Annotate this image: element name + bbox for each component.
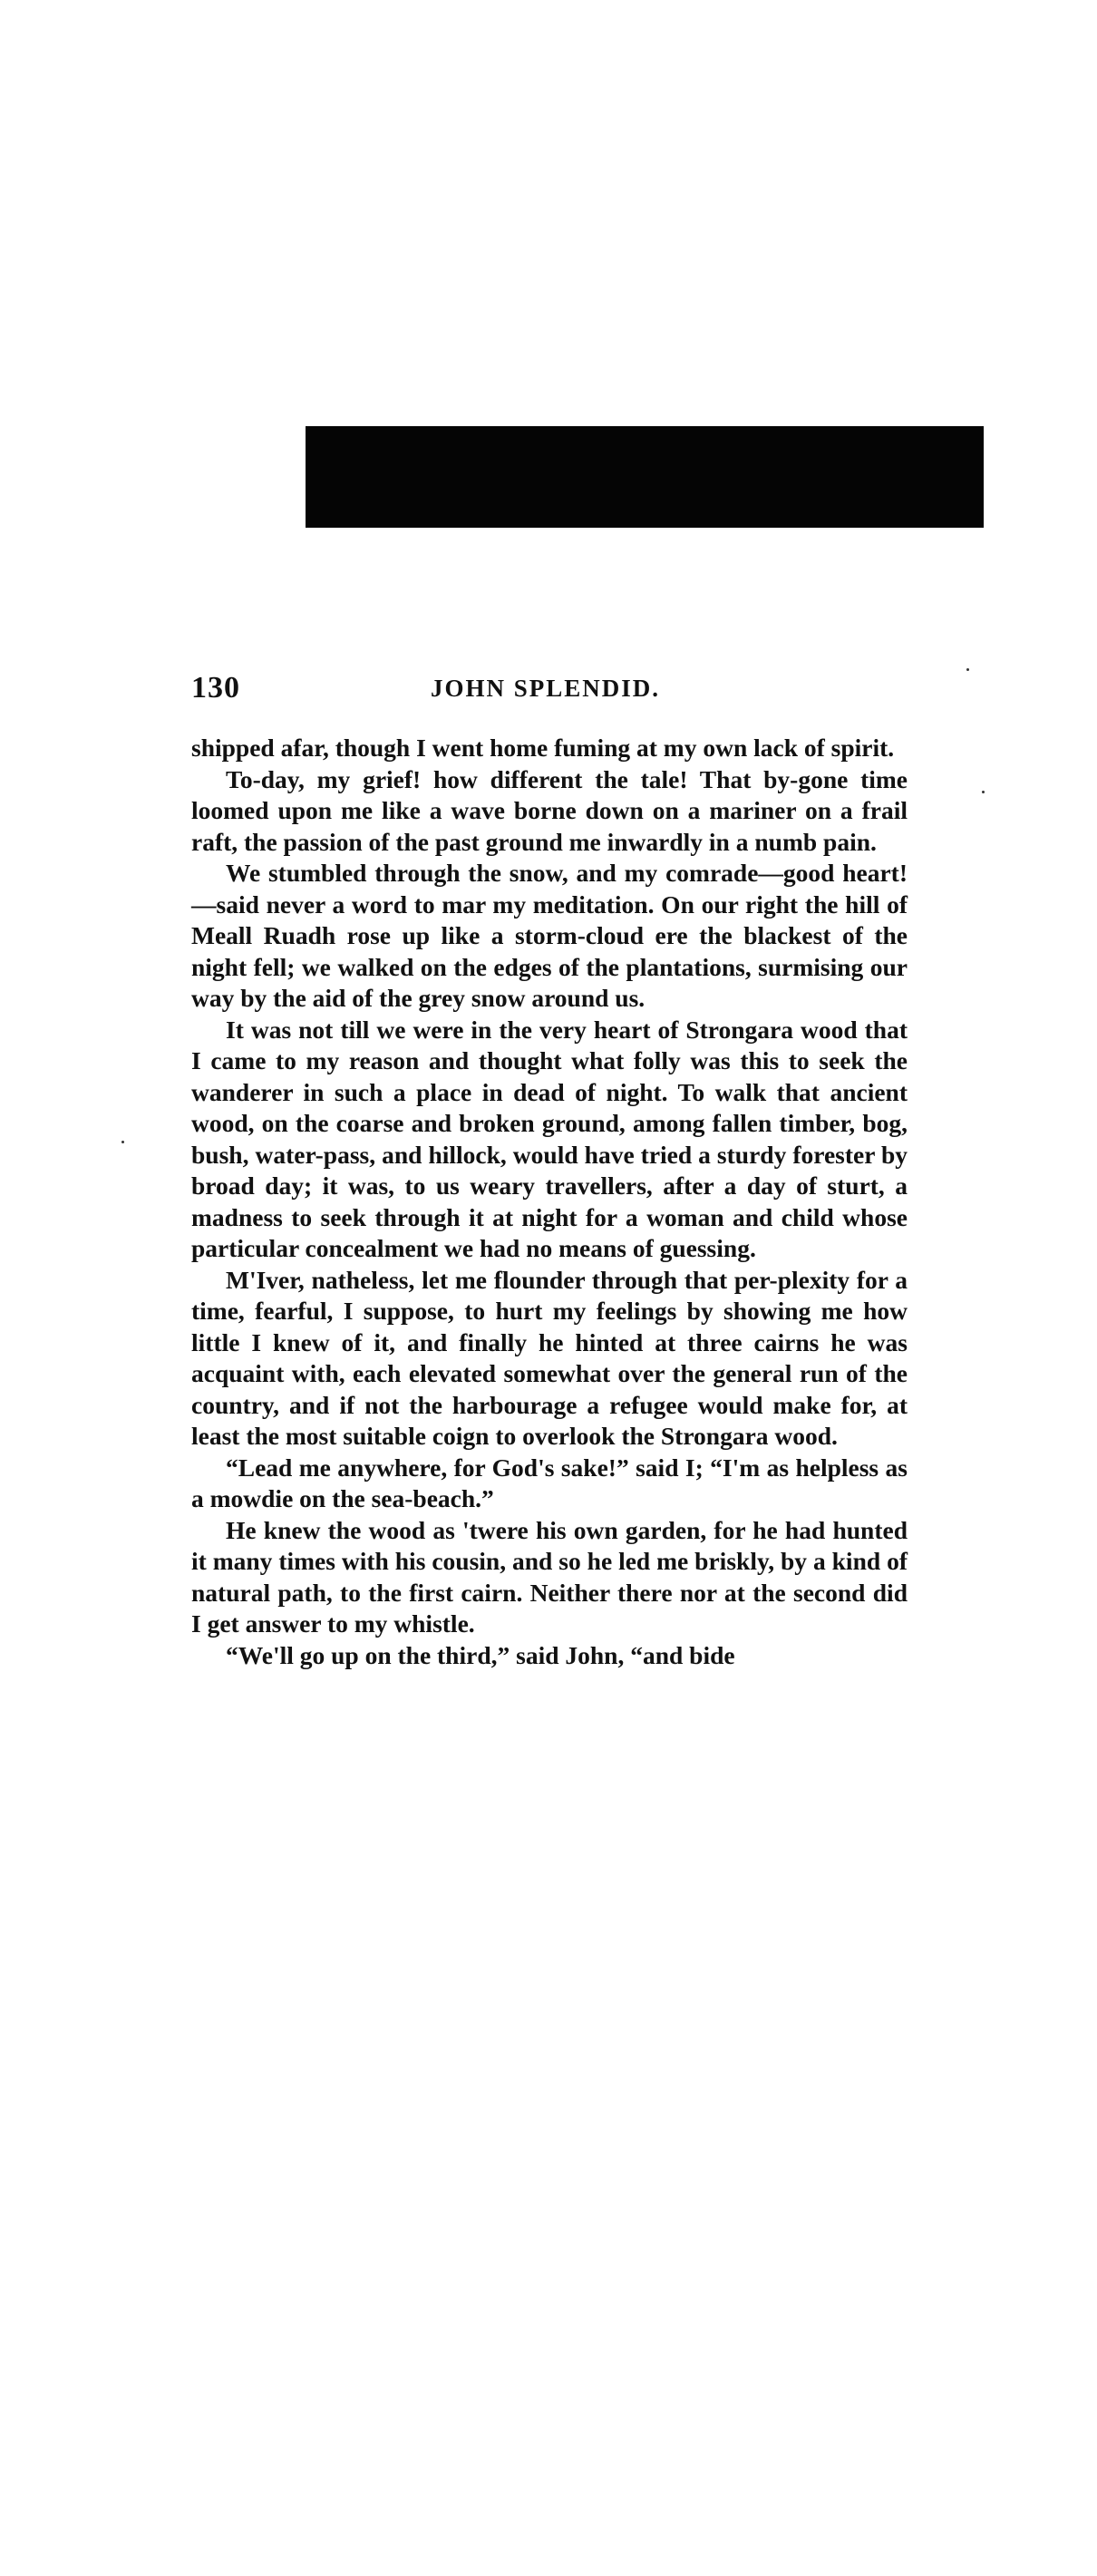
scan-speck <box>966 668 969 671</box>
page-header <box>191 671 917 707</box>
paragraph: shipped afar, though I went home fuming at my own lack of spirit. <box>191 734 895 762</box>
paragraph: He knew the wood as 'twere his own garden, for he had hunted it many times with his cousin, and so he led me briskly, by a kind of natural path, to the first cairn. Neither there nor at the second did I get answer to my whistle. <box>191 1515 908 1638</box>
scan-speck <box>982 791 985 793</box>
redaction-bar <box>306 426 984 528</box>
body-text <box>191 733 908 1671</box>
scan-speck <box>121 1141 124 1143</box>
page-number: 130 <box>191 671 240 705</box>
paragraph: “Lead me anywhere, for God's sake!” said I; “I'm as helpless as a mowdie on the sea-beach.” <box>191 1453 908 1512</box>
paragraph: M'Iver, natheless, let me flounder through that per-plexity for a time, fearful, I suppose, to hurt my feelings by showing me how little I knew of it, and finally he hinted at three cairns he was acquaint with, each elevated somewhat over the general run of the country, and if not the harbourage a refugee would make for, at least the most suitable coign to overlook the Strongara wood. <box>191 1265 908 1450</box>
running-head: JOHN SPLENDID. <box>431 675 661 702</box>
paragraph: It was not till we were in the very heart of Strongara wood that I came to my reason and thought what folly was this to seek the wanderer in such a place in dead of night. To walk that ancient wood, on the coarse and broken ground, among fallen timber, bog, bush, water-pass, and hillock, would have tried a sturdy forester by broad day; it was, to us weary travellers, after a day of sturt, a madness to seek through it at night for a woman and child whose particular concealment we had no means of guessing. <box>191 1015 908 1262</box>
paragraph: To-day, my grief! how different the tale! That by-gone time loomed upon me like a wave borne down on a mariner on a frail raft, the passion of the past ground me inwardly in a numb pain. <box>191 764 908 856</box>
paragraph: “We'll go up on the third,” said John, “and bide <box>226 1640 735 1669</box>
paragraph: We stumbled through the snow, and my comrade—good heart!—said never a word to mar my meditation. On our right the hill of Meall Ruadh rose up like a storm-cloud ere the blackest of the night fell; we walked on the edges of the plantations, surmising our way by the aid of the grey snow around us. <box>191 859 908 1012</box>
